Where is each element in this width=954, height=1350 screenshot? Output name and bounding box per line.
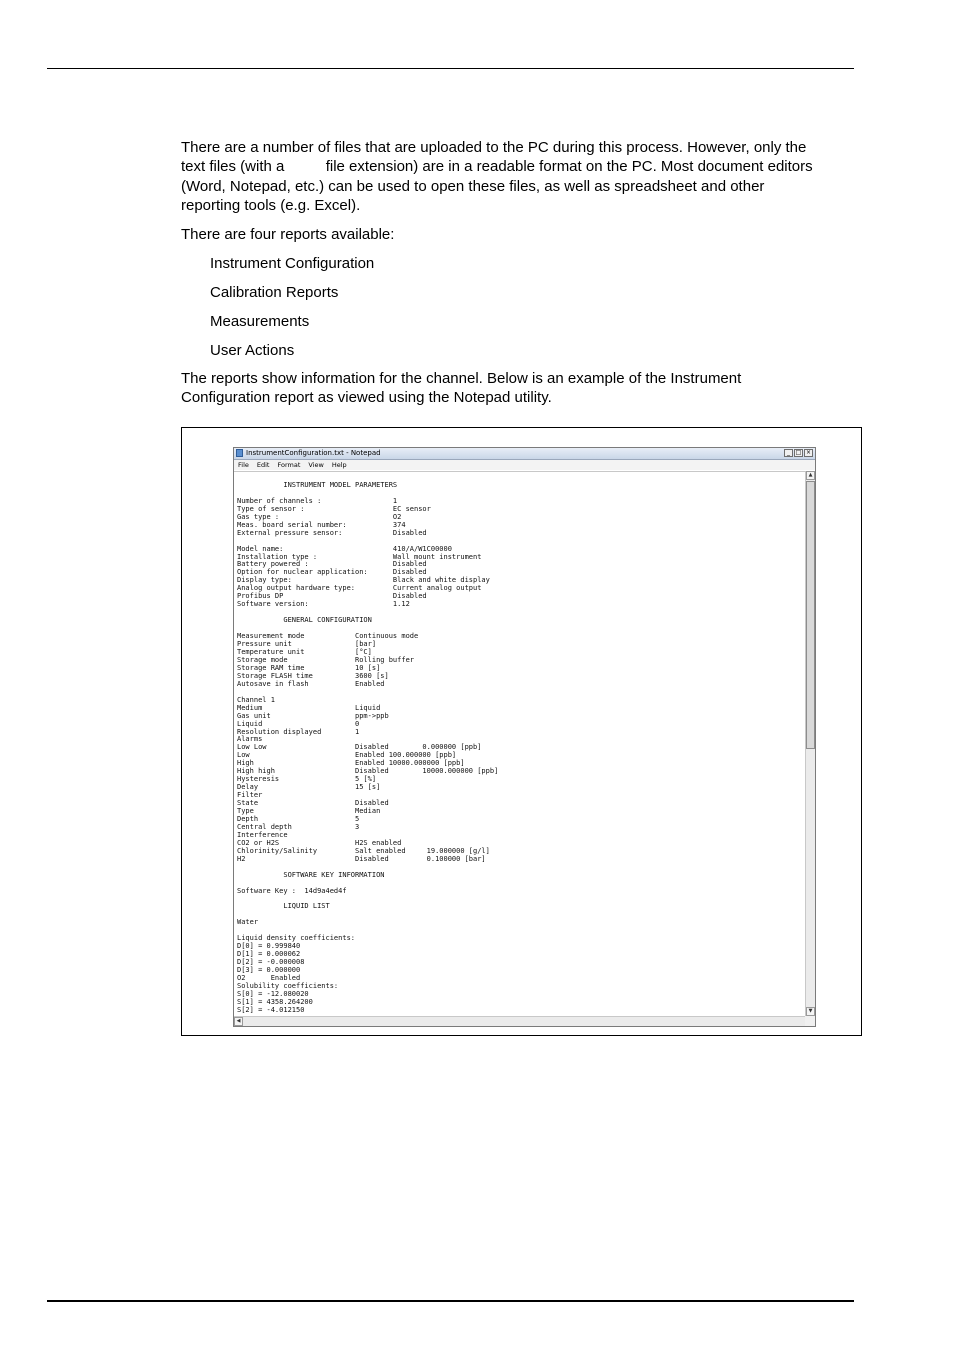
notepad-window	[233, 447, 816, 1027]
vertical-scrollbar[interactable]	[805, 471, 815, 1016]
minimize-button[interactable]: _	[784, 449, 793, 457]
report-content: INSTRUMENT MODEL PARAMETERS Number of channels : 1 Type of sensor : EC sensor Gas type : O2 Meas. board serial number: 374 External pressure sensor: Disabled Model name: 410/A/W1C00000 Installation type : Wall mount instrument Battery powered : Disabled Option for nuclear application: Disabled Display type: Black and white display Analog output hardware type: Current analog output Profibus DP Disabled Software version: 1.12 GENERAL CONFIGURATION Measurement mode Continuous mode Pressure unit [bar] Temperature unit [°C] Storage mode Rolling buffer Storage RAM time 10 [s] Storage FLASH time 3600 [s] Autosave in flash Enabled Channel 1 Medium Liquid Gas unit ppm->ppb Liquid 0 Resolution displayed 1 Alarms Low Low Disabled 0.000000 [ppb] Low Enabled 100.000000 [ppb] High Enabled 10000.000000 [ppb] High high Disabled 10000.000000 [ppb] Hysteresis 5 [%] Delay 15 [s] Filter State Disabled Type Median Depth 5 Central depth 3 Interference CO2 or H2S H2S enabled Chlorinity/Salinity Salt enabled 19.000000 [g/l] H2 Disabled 0.100000 [bar] SOFTWARE KEY INFORMATION Software Key : 14d9a4ed4f LIQUID LIST Water Liquid density coefficients: D[0] = 0.999840 D[1] = 0.000062 D[2] = -0.000008 D[3] = 0.000000 O2 Enabled Solubility coefficients: S[0] = -12.080020 S[1] = 4358.264200 S[2] = -4.012150	[237, 480, 499, 1014]
report-item-measurements: Measurements	[210, 313, 310, 330]
intro-paragraph	[181, 138, 856, 215]
intro-line-2-prefix: text files (with a	[181, 158, 285, 176]
report-item-calibration-reports: Calibration Reports	[210, 284, 339, 301]
intro-line-2	[181, 157, 856, 176]
menu-view[interactable]: View	[308, 461, 324, 469]
notepad-titlebar[interactable]	[234, 448, 815, 460]
outro-line-1: The reports show information for the channel. Below is an example of the Instrument	[181, 370, 742, 387]
footer-rule	[47, 1300, 854, 1302]
scroll-up-arrow-icon[interactable]: ▲	[806, 471, 815, 480]
window-title: InstrumentConfiguration.txt - Notepad	[246, 449, 381, 457]
intro-line-1: There are a number of files that are uploaded to the PC during this process. However, only the	[181, 139, 807, 156]
window-controls	[784, 449, 813, 457]
reports-intro: There are four reports available:	[181, 226, 395, 243]
menu-format[interactable]: Format	[277, 461, 301, 469]
scroll-left-arrow-icon[interactable]: ◀	[234, 1017, 243, 1026]
figure-frame	[181, 427, 862, 1036]
maximize-button[interactable]: □	[795, 449, 802, 456]
horizontal-scrollbar[interactable]	[234, 1016, 805, 1026]
header-rule	[47, 68, 854, 69]
intro-line-3: (Word, Notepad, etc.) can be used to open these files, as well as spreadsheet and other	[181, 177, 765, 195]
notepad-app-icon	[236, 449, 243, 457]
report-item-user-actions: User Actions	[210, 342, 295, 359]
resize-grip-icon[interactable]	[805, 1016, 815, 1026]
notepad-text-area[interactable]	[234, 471, 805, 1016]
menu-help[interactable]: Help	[331, 461, 347, 469]
intro-line-2-suffix: file extension) are in a readable format on the PC. Most document editors	[325, 158, 813, 176]
outro-paragraph	[181, 369, 856, 408]
scroll-thumb[interactable]	[806, 481, 815, 749]
close-button[interactable]: ×	[805, 449, 812, 456]
report-item-instrument-configuration: Instrument Configuration	[210, 255, 375, 272]
menu-edit[interactable]: Edit	[256, 461, 270, 469]
intro-line-4: reporting tools (e.g. Excel).	[181, 196, 361, 214]
menu-bar	[234, 460, 815, 470]
scroll-down-arrow-icon[interactable]: ▼	[806, 1007, 815, 1016]
outro-line-2: Configuration report as viewed using the Notepad utility.	[181, 389, 552, 407]
menu-file[interactable]: File	[238, 461, 249, 469]
